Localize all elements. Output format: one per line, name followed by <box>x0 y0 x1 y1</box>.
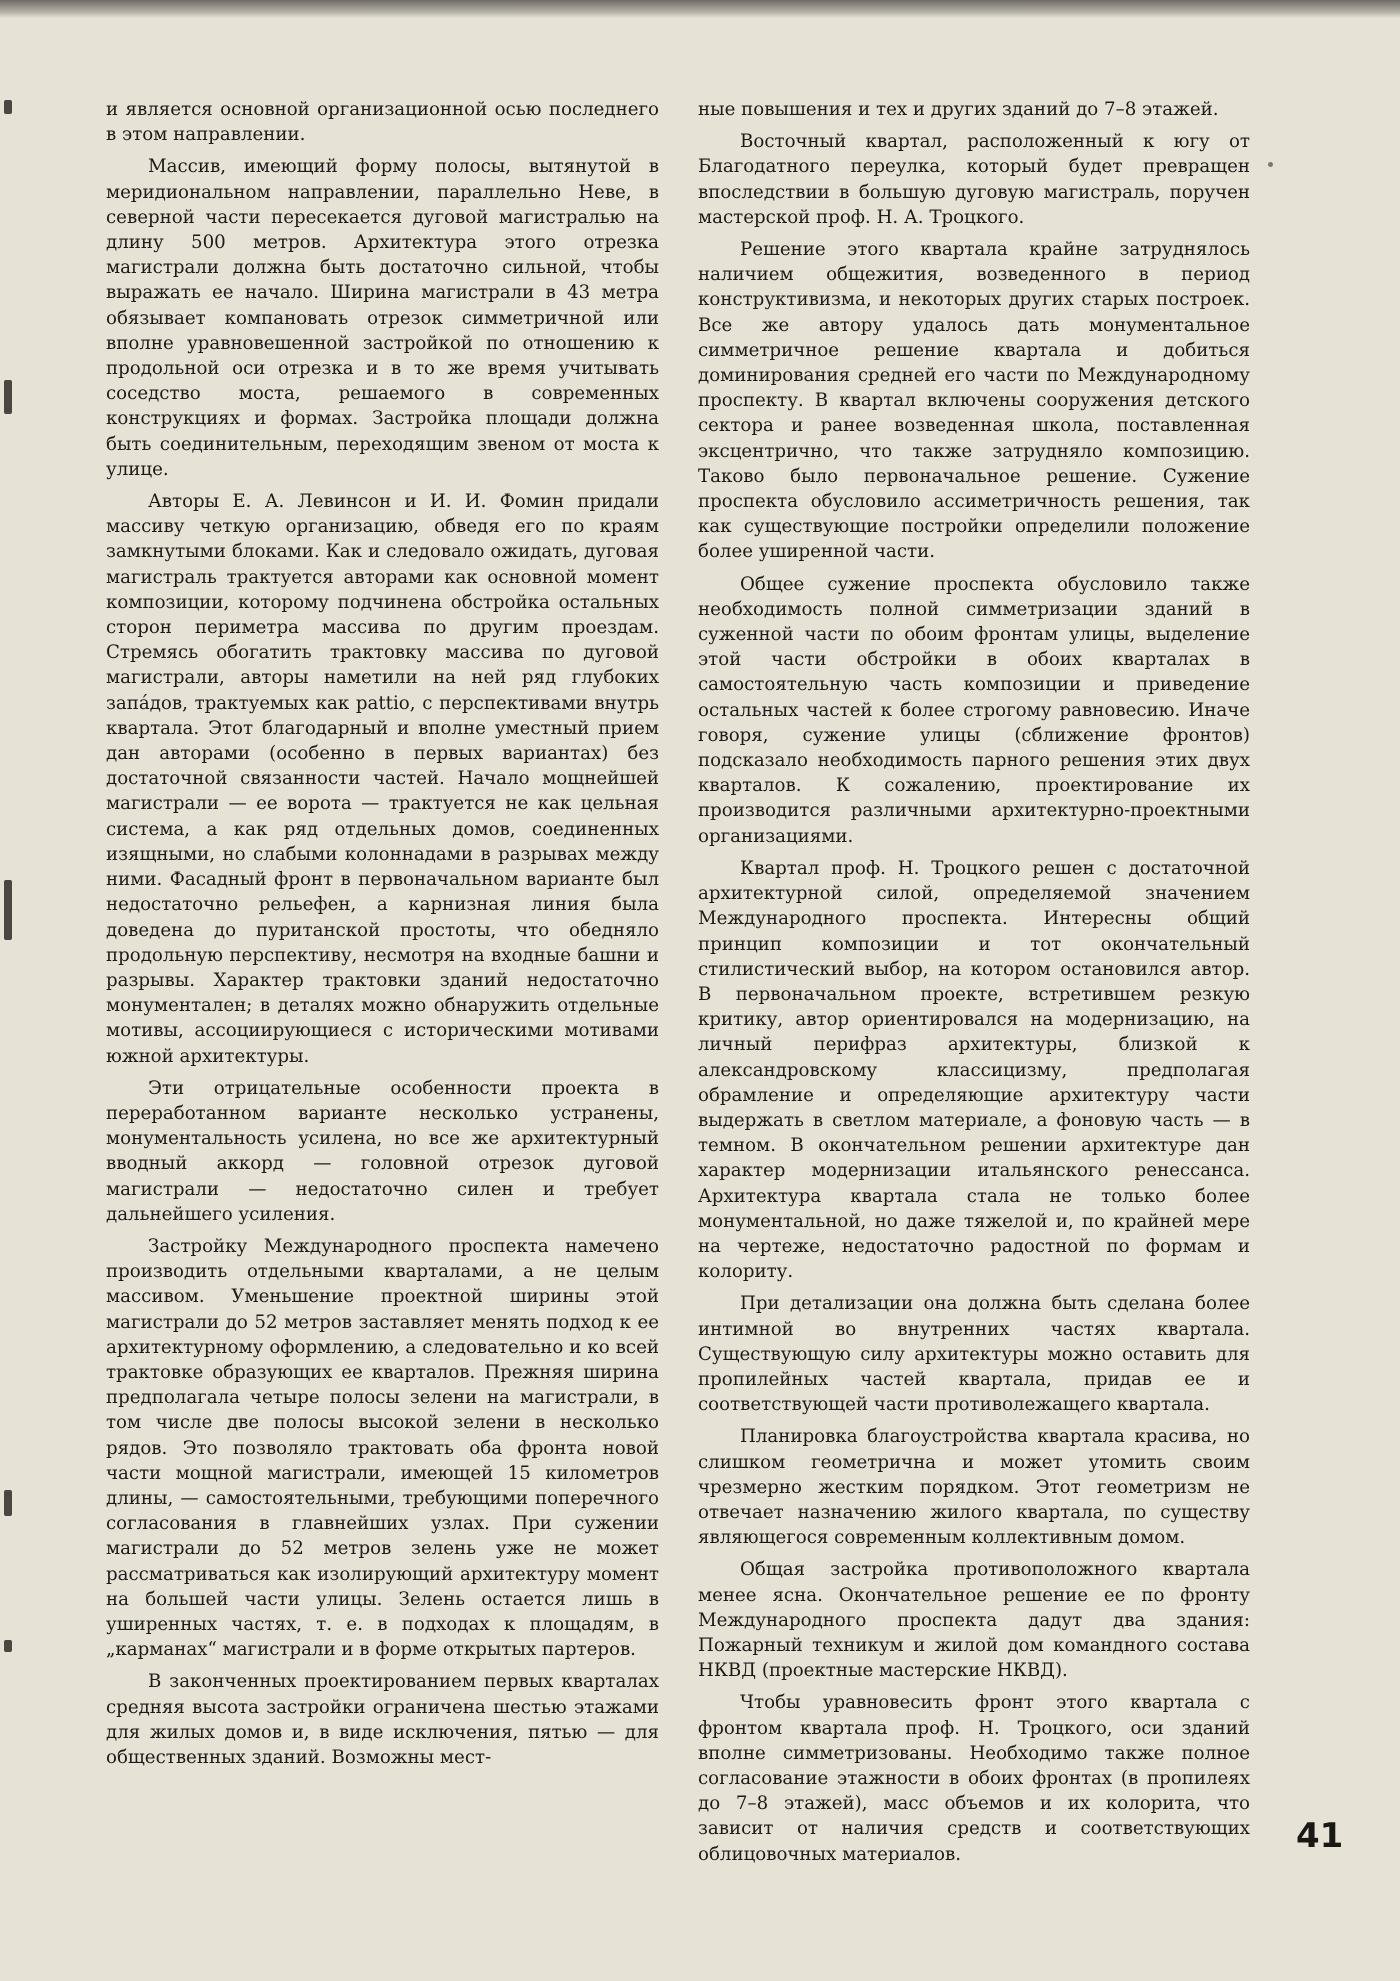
paragraph: Квартал проф. Н. Троцкого решен с достаточной архитектурной силой, определяемой значением Международного проспекта. Интересны общий принцип композиции и тот окончательный стилистический выбор, на котором остановился автор. В первоначальном проекте, встретившем резкую критику, автор ориентировался на модернизацию, на личный перифраз архитектуры, близкой к александровскому классицизму, предполагая обрамление и определяющие архитектуру части выдержать в светлом материале, а фоновую часть — в темном. В окончательном решении архитектуре дан характер модернизации итальянского ренессанса. Архитектура квартала стала не только более монументальной, но даже тяжелой и, по крайней мере на чертеже, недостаточно радостной по формам и колориту. <box>698 857 1250 1283</box>
paragraph: Массив, имеющий форму полосы, вытянутой в меридиональном направлении, параллельно Неве, в северной части пересекается дуговой магистралью на длину 500 метров. Архитектура этого отрезка магистрали должна быть достаточно сильной, чтобы выражать ее начало. Ширина магистрали в 43 метра обязывает компановать отрезок симметричной или вполне уравновешенной застройкой по отношению к продольной оси отрезка и в то же время учитывать соседство моста, решаемого в современных конструкциях и формах. Застройка площади должна быть соединительным, переходящим звеном от моста к улице. <box>106 156 659 480</box>
binding-mark <box>4 380 12 414</box>
paragraph: Эти отрицательные особенности проекта в переработанном варианте несколько устранены, монументальность усилена, но все же архитектурный вводный аккорд — головной отрезок дуговой магистрали — недостаточно силен и требует дальнейшего усиления. <box>106 1077 659 1225</box>
paragraph: Планировка благоустройства квартала красива, но слишком геометрична и может утомить своим чрезмерно жестким порядком. Этот геометризм не отвечает назначению жилого квартала, по существу являющегося современным коллективным домом. <box>698 1426 1250 1549</box>
paragraph: Авторы Е. А. Левинсон и И. И. Фомин придали массиву четкую организацию, обведя его по краям замкнутыми блоками. Как и следовало ожидать, дуговая магистраль трактуется авторами как основной момент композиции, которому подчинена обстройка остальных сторон периметра массива по другим проездам. Стремясь обогатить трактовку массива по дуговой магистрали, авторы наметили на ней ряд глубоких запа́дов, трактуемых как pattio, с перспективами внутрь квартала. Этот благодарный и вполне уместный прием дан авторами (особенно в первых вариантах) без достаточной связанности частей. Начало мощнейшей магистрали — ее ворота — трактуется не как цельная система, а как ряд отдельных домов, соединенных изящными, но слабыми колоннадами в разрывах между ними. Фасадный фронт в первоначальном варианте был недостаточно рельефен, а карнизная линия была доведена до пуританской простоты, что обедняло продольную перспективу, несмотря на входные башни и разрывы. Характер трактовки зданий недостаточно монументален; в деталях можно обнаружить отдельные мотивы, ассоциирующиеся с историческими мотивами южной архитектуры. <box>106 491 659 1067</box>
paragraph: При детализации она должна быть сделана более интимной во внутренних частях квартала. Существующую силу архитектуры можно оставить для пропилейных частей квартала, придав ее и соответствующей части противолежащего квартала. <box>698 1293 1250 1416</box>
margin-speck <box>1268 162 1273 167</box>
paragraph: Общая застройка противоположного квартала менее ясна. Окончательное решение ее по фронту Международного проспекта дадут два здания: Пожарный техникум и жилой дом командного состава НКВД (проектные мастерские НКВД). <box>698 1559 1250 1682</box>
binding-mark <box>4 1490 12 1516</box>
binding-mark <box>4 100 12 114</box>
paragraph: Общее сужение проспекта обусловило также необходимость полной симметризации зданий в суженной части по обоим фронтам улицы, выделение этой части обстройки в обоих кварталах в самостоятельную часть композиции и приведение остальных частей к более строгому равновесию. Иначе говоря, сужение улицы (сближение фронтов) подсказало необходимость парного решения этих двух кварталов. К сожалению, проектирование их производится различными архитектурно-проектными организациями. <box>698 573 1250 847</box>
page-top-edge <box>0 0 1400 18</box>
paragraph: В законченных проектированием первых кварталах средняя высота застройки ограничена шестью этажами для жилых домов и, в виде исключения, пятью — для общественных зданий. Возможны мест- <box>106 1671 659 1768</box>
page-number: 41 <box>1296 1816 1344 1856</box>
binding-mark <box>4 1640 12 1652</box>
paragraph: Восточный квартал, расположенный к югу от Благодатного переулка, который будет превращен впоследствии в большую дуговую магистраль, поручен мастерской проф. Н. А. Троцкого. <box>698 131 1250 228</box>
binding-margin-marks <box>0 0 30 1981</box>
binding-mark <box>4 880 12 940</box>
left-text-column <box>106 97 659 1777</box>
paragraph: Решение этого квартала крайне затруднялось наличием общежития, возведенного в период конструктивизма, и некоторых других старых построек. Все же автору удалось дать монументальное симметричное решение квартала и добиться доминирования средней его части по Международному проспекту. В квартал включены сооружения детского сектора и ранее возведенная школа, поставленная эксцентрично, что также затрудняло композицию. Таково было первоначальное решение. Сужение проспекта обусловило ассиметричность решения, так как существующие постройки определили положение более уширенной части. <box>698 239 1250 563</box>
paragraph: ные повышения и тех и других зданий до 7–8 этажей. <box>698 99 1219 120</box>
paragraph: Застройку Международного проспекта намечено производить отдельными кварталами, а не целым массивом. Уменьшение проектной ширины этой магистрали до 52 метров заставляет менять подход к ее архитектурному оформлению, а следовательно и ко всей трактовке образующих ее кварталов. Прежняя ширина предполагала четыре полосы зелени на магистрали, в том числе две полосы высокой зелени в несколько рядов. Это позволяло трактовать оба фронта новой части мощной магистрали, имеющей 15 километров длины, — самостоятельными, требующими поперечного согласования в главнейших узлах. При сужении магистрали до 52 метров зелень уже не может рассматриваться как изолирующий архитектуру момент на большей части улицы. Зелень остается лишь в уширенных частях, т. е. в подходах к площадям, в „карманах“ магистрали и в форме открытых партеров. <box>106 1235 659 1661</box>
right-text-column <box>698 97 1250 1874</box>
paragraph: и является основной организационной осью последнего в этом направлении. <box>106 99 659 146</box>
paragraph: Чтобы уравновесить фронт этого квартала с фронтом квартала проф. Н. Троцкого, оси зданий вполне симметризованы. Необходимо также полное согласование этажности в обоих фронтах (в пропилеях до 7–8 этажей), масс объемов и их колорита, что зависит от наличия средств и соответствующих облицовочных материалов. <box>698 1692 1250 1865</box>
